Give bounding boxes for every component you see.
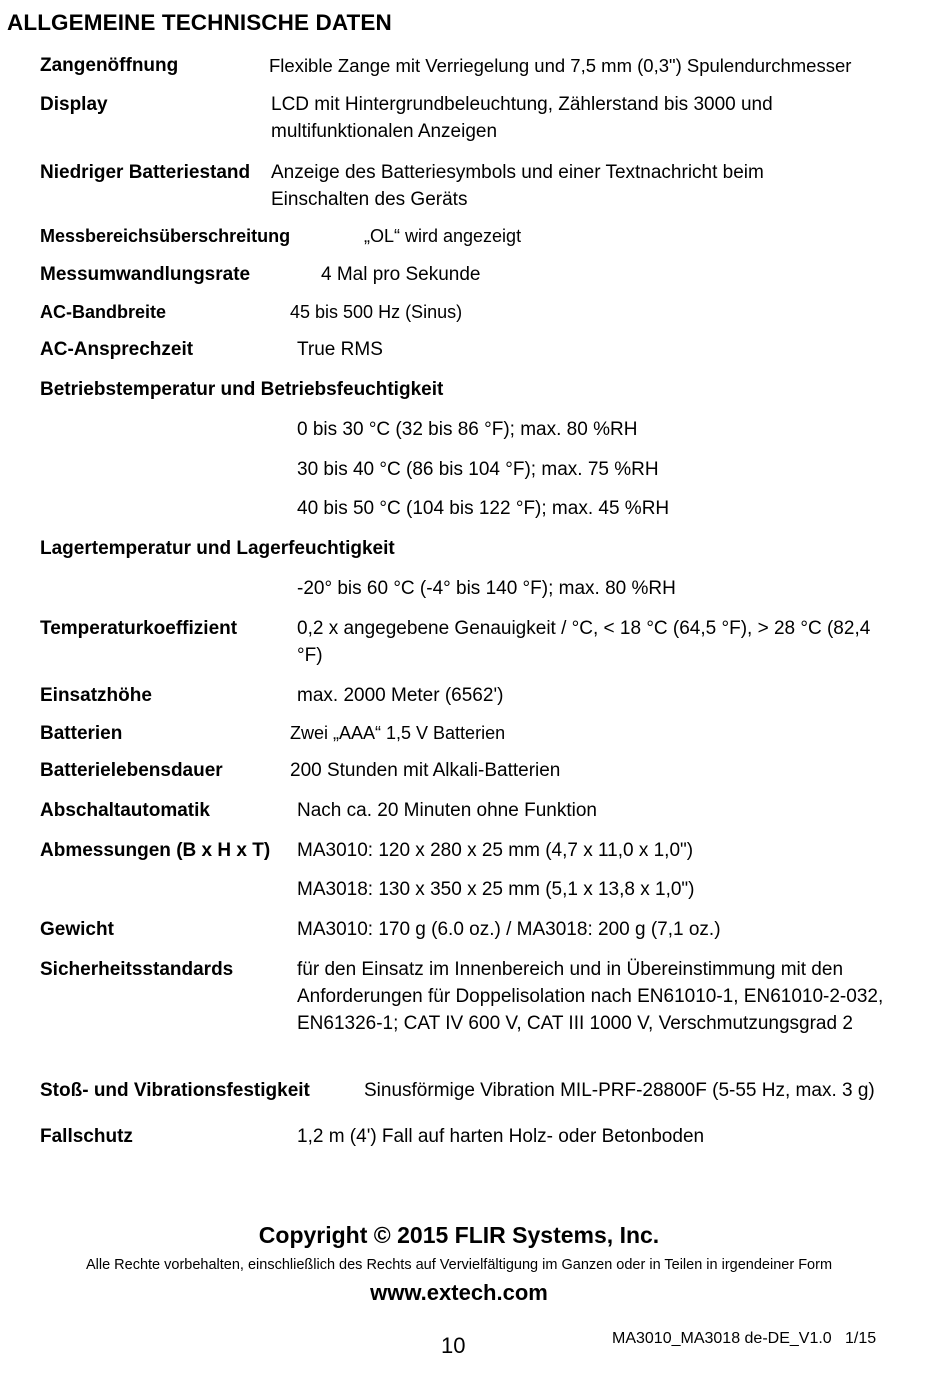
spec-label: Zangenöffnung	[40, 55, 179, 76]
spec-value: MA3018: 130 x 350 x 25 mm (5,1 x 13,8 x 1,0")	[297, 879, 695, 900]
spec-label: Betriebstemperatur und Betriebsfeuchtigkeit	[40, 379, 444, 400]
spec-label: Abmessungen (B x H x T)	[40, 840, 271, 861]
spec-value: 0 bis 30 °C (32 bis 86 °F); max. 80 %RH	[297, 419, 638, 440]
spec-label: Messumwandlungsrate	[40, 264, 251, 285]
copyright-notice: Copyright © 2015 FLIR Systems, Inc.	[258, 1222, 660, 1248]
spec-value: Zwei „AAA“ 1,5 V Batterien	[290, 723, 506, 743]
spec-label: AC-Ansprechzeit	[40, 339, 194, 360]
page-title: ALLGEMEINE TECHNISCHE DATEN	[7, 10, 392, 35]
spec-value: 1,2 m (4') Fall auf harten Holz- oder Betonboden	[297, 1126, 705, 1147]
spec-label: Batterielebensdauer	[40, 760, 223, 781]
spec-label: Abschaltautomatik	[40, 800, 210, 821]
spec-label: Gewicht	[40, 919, 114, 940]
spec-value: 40 bis 50 °C (104 bis 122 °F); max. 45 %RH	[297, 498, 670, 519]
spec-value: Flexible Zange mit Verriegelung und 7,5 mm (0,3") Spulendurchmesser	[269, 55, 852, 76]
spec-value: „OL“ wird angezeigt	[364, 226, 522, 246]
spec-value: Nach ca. 20 Minuten ohne Funktion	[297, 800, 597, 821]
spec-value: LCD mit Hintergrundbeleuchtung, Zählerstand bis 3000 und multifunktionalen Anzeigen	[271, 94, 773, 142]
document-id: MA3010_MA3018 de-DE_V1.0 1/15	[612, 1330, 877, 1347]
spec-label: Batterien	[40, 723, 123, 744]
spec-label: Einsatzhöhe	[40, 685, 152, 706]
website-link[interactable]: www.extech.com	[370, 1280, 548, 1305]
spec-label: Stoß- und Vibrationsfestigkeit	[40, 1080, 310, 1101]
spec-value: für den Einsatz im Innenbereich und in Übereinstimmung mit den Anforderungen für Doppelisolation nach EN61010-1, EN61010-2-032, EN61326-1; CAT IV 600 V, CAT III 1000 V, Verschmutzungsgrad 2	[297, 959, 884, 1034]
spec-value: -20° bis 60 °C (-4° bis 140 °F); max. 80 %RH	[297, 578, 676, 599]
spec-label: AC-Bandbreite	[40, 302, 167, 322]
spec-value: 30 bis 40 °C (86 bis 104 °F); max. 75 %RH	[297, 459, 659, 480]
spec-label: Temperaturkoeffizient	[40, 618, 238, 639]
spec-label: Lagertemperatur und Lagerfeuchtigkeit	[40, 538, 395, 559]
spec-value: True RMS	[297, 339, 383, 360]
spec-value: 45 bis 500 Hz (Sinus)	[290, 302, 463, 322]
spec-label: Fallschutz	[40, 1126, 133, 1147]
spec-value: 200 Stunden mit Alkali-Batterien	[290, 760, 561, 781]
page-number: 10	[441, 1333, 466, 1358]
spec-value: MA3010: 170 g (6.0 oz.) / MA3018: 200 g (7,1 oz.)	[297, 919, 721, 940]
spec-label: Sicherheitsstandards	[40, 959, 234, 980]
spec-label: Niedriger Batteriestand	[40, 162, 251, 183]
spec-value: MA3010: 120 x 280 x 25 mm (4,7 x 11,0 x 1,0")	[297, 840, 694, 861]
spec-value: Sinusförmige Vibration MIL-PRF-28800F (5-55 Hz, max. 3 g)	[364, 1080, 875, 1101]
rights-statement: Alle Rechte vorbehalten, einschließlich des Rechts auf Vervielfältigung im Ganzen oder in Teilen in irgendeiner Form	[85, 1257, 833, 1273]
spec-value: 4 Mal pro Sekunde	[321, 264, 481, 285]
spec-label: Display	[40, 94, 108, 115]
spec-value: Anzeige des Batteriesymbols und einer Textnachricht beim Einschalten des Geräts	[271, 162, 764, 210]
spec-value: max. 2000 Meter (6562')	[297, 685, 504, 706]
spec-value: 0,2 x angegebene Genauigkeit / °C, < 18 °C (64,5 °F), > 28 °C (82,4 °F)	[297, 618, 871, 666]
spec-label: Messbereichsüberschreitung	[40, 226, 291, 246]
